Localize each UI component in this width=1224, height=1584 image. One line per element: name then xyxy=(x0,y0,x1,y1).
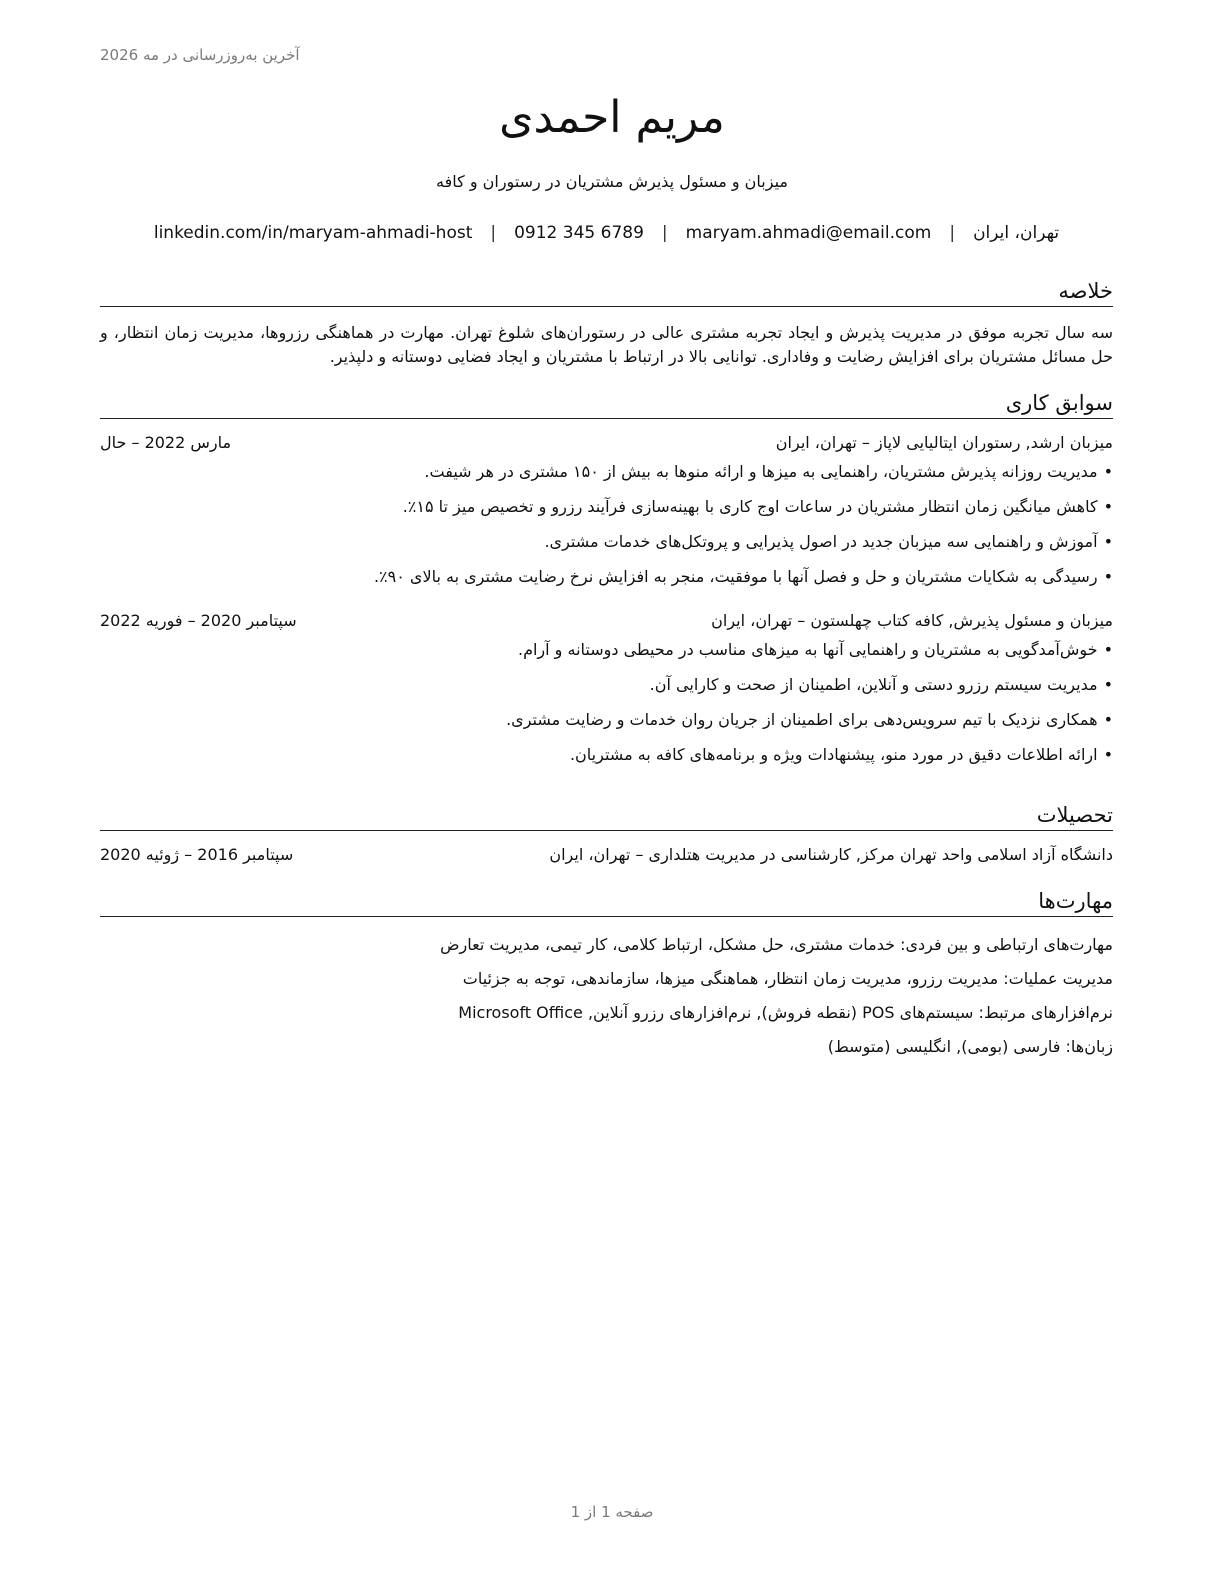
bullet-marker: • xyxy=(1103,567,1113,586)
bullet-text: خوش‌آمدگویی به مشتریان و راهنمایی آنها به میزهای مناسب در محیطی دوستانه و آرام. xyxy=(517,640,1098,659)
candidate-name: مریم احمدی xyxy=(499,92,725,143)
job-entry xyxy=(100,433,1113,594)
job-title: میزبان ارشد, رستوران ایتالیایی لاپاز – تهران، ایران xyxy=(775,433,1113,452)
education-dates: سپتامبر 2016 – ژوئیه 2020 xyxy=(100,845,294,864)
bullet-marker: • xyxy=(1103,710,1113,729)
candidate-headline: میزبان و مسئول پذیرش مشتریان در رستوران و کافه xyxy=(436,172,788,191)
contact-line xyxy=(100,223,1113,243)
job-entry xyxy=(100,611,1113,772)
job-bullet xyxy=(100,454,1113,489)
bullet-text: کاهش میانگین زمان انتظار مشتریان در ساعات اوج کاری با بهینه‌سازی فرآیند رزرو و تخصیص میز تا ۱۵٪. xyxy=(402,497,1098,516)
page-number: صفحه 1 از 1 xyxy=(570,1503,654,1521)
section-title-summary: خلاصه xyxy=(100,277,1113,307)
job-bullets xyxy=(100,632,1113,772)
job-dates: سپتامبر 2020 – فوریه 2022 xyxy=(100,611,297,630)
contact-separator: | xyxy=(490,223,497,243)
education-section xyxy=(100,801,1113,864)
job-header xyxy=(100,433,1113,452)
contact-separator: | xyxy=(949,223,956,243)
job-bullet xyxy=(100,702,1113,737)
bullet-text: مدیریت روزانه پذیرش مشتریان، راهنمایی به میزها و ارائه منوها به بیش از ۱۵۰ مشتری در هر شیفت. xyxy=(424,462,1098,481)
contact-email[interactable]: maryam.ahmadi@email.com xyxy=(685,223,932,243)
skill-line: مدیریت عملیات: مدیریت رزرو، مدیریت زمان انتظار، هماهنگی میزها، سازماندهی، توجه به جزئیات xyxy=(462,969,1113,988)
bullet-text: ارائه اطلاعات دقیق در مورد منو، پیشنهادات ویژه و برنامه‌های کافه به مشتریان. xyxy=(569,745,1098,764)
summary-text: سه سال تجربه موفق در مدیریت پذیرش و ایجاد تجربه مشتری عالی در رستوران‌های شلوغ تهران. مهارت در هماهنگی رزروها، مدیریت زمان انتظار، و حل مسائل مشتریان برای افزایش رضایت و وفاداری. توانایی بالا در ارتباط با مشتریان و ایجاد فضایی دوستانه و دلپذیر. xyxy=(100,323,1113,366)
job-bullet xyxy=(100,489,1113,524)
skills-list xyxy=(100,928,1113,1064)
bullet-marker: • xyxy=(1103,497,1113,516)
skill-line: مهارت‌های ارتباطی و بین فردی: خدمات مشتری، حل مشکل، ارتباط کلامی، کار تیمی، مدیریت تعارض xyxy=(440,935,1113,954)
bullet-text: مدیریت سیستم رزرو دستی و آنلاین، اطمینان از صحت و کارایی آن. xyxy=(649,675,1098,694)
skills-section xyxy=(100,887,1113,1064)
job-bullet xyxy=(100,667,1113,702)
job-dates: مارس 2022 – حال xyxy=(100,433,232,452)
job-bullets xyxy=(100,454,1113,594)
job-bullet xyxy=(100,524,1113,559)
bullet-marker: • xyxy=(1103,675,1113,694)
bullet-text: رسیدگی به شکایات مشتریان و حل و فصل آنها با موفقیت، منجر به افزایش نرخ رضایت مشتری به بالای ۹۰٪. xyxy=(373,567,1098,586)
bullet-marker: • xyxy=(1103,462,1113,481)
contact-separator: | xyxy=(661,223,668,243)
section-title-skills: مهارت‌ها xyxy=(100,887,1113,917)
education-degree: دانشگاه آزاد اسلامی واحد تهران مرکز, کارشناسی در مدیریت هتلداری – تهران، ایران xyxy=(549,845,1113,864)
contact-location: تهران، ایران xyxy=(973,223,1060,243)
contact-linkedin[interactable]: linkedin.com/in/maryam-ahmadi-host xyxy=(153,223,473,243)
bullet-text: همکاری نزدیک با تیم سرویس‌دهی برای اطمینان از جریان روان خدمات و رضایت مشتری. xyxy=(506,710,1098,729)
job-header xyxy=(100,611,1113,630)
summary-section xyxy=(100,277,1113,369)
last-updated: آخرین به‌روزرسانی در مه 2026 xyxy=(100,46,300,64)
experience-section xyxy=(100,389,1113,772)
job-bullet xyxy=(100,559,1113,594)
job-title: میزبان و مسئول پذیرش, کافه کتاب چهلستون – تهران، ایران xyxy=(711,611,1113,630)
bullet-marker: • xyxy=(1103,532,1113,551)
job-bullet xyxy=(100,737,1113,772)
section-title-experience: سوابق کاری xyxy=(100,389,1113,419)
bullet-text: آموزش و راهنمایی سه میزبان جدید در اصول پذیرایی و پروتکل‌های خدمات مشتری. xyxy=(544,532,1098,551)
education-entry xyxy=(100,845,1113,864)
skill-line: زبان‌ها: فارسی (بومی), انگلیسی (متوسط) xyxy=(827,1037,1113,1056)
job-bullet xyxy=(100,632,1113,667)
contact-phone: 0912 345 6789 xyxy=(514,223,644,243)
bullet-marker: • xyxy=(1103,640,1113,659)
bullet-marker: • xyxy=(1103,745,1113,764)
skill-line: نرم‌افزارهای مرتبط: سیستم‌های POS (نقطه فروش), نرم‌افزارهای رزرو آنلاین, Microsoft Office xyxy=(458,1003,1113,1022)
section-title-education: تحصیلات xyxy=(100,801,1113,831)
